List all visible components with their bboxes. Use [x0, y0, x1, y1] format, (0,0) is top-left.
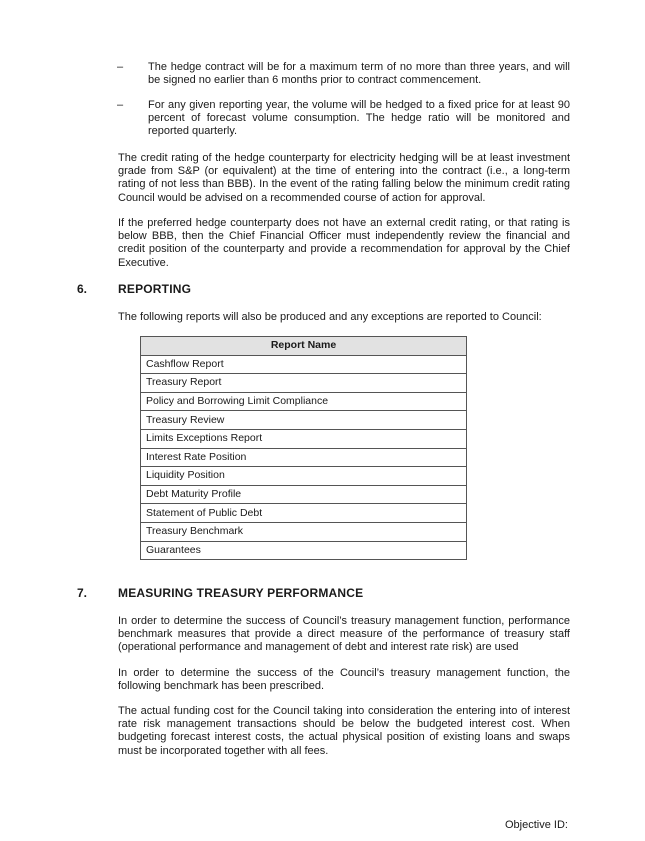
paragraph: The actual funding cost for the Council taking into consideration the entering into of interest rate risk management transactions should be below the budgeted interest cost. When budgeting forecast interest costs, the actual physical position of existing loans and swaps must be incorporated together with all fees.: [118, 705, 570, 757]
table-cell: Policy and Borrowing Limit Compliance: [141, 392, 467, 411]
table-row: [141, 374, 467, 393]
table-header-row: [141, 337, 467, 356]
bullet-text: For any given reporting year, the volume will be hedged to a fixed price for at least 90 percent of forecast volume consumption. The hedge ratio will be monitored and reported quarterly.: [148, 99, 570, 138]
table-row: [141, 411, 467, 430]
table-row: [141, 485, 467, 504]
table-cell: Interest Rate Position: [141, 448, 467, 467]
table-header-cell: Report Name: [141, 337, 467, 356]
table-row: [141, 429, 467, 448]
table-cell: Limits Exceptions Report: [141, 429, 467, 448]
table-cell: Statement of Public Debt: [141, 504, 467, 523]
objective-id-label: Objective ID:: [505, 819, 568, 831]
table-cell: Treasury Review: [141, 411, 467, 430]
bullet-dash: –: [117, 61, 124, 73]
table-row: [141, 541, 467, 560]
table-cell: Treasury Report: [141, 374, 467, 393]
table-row: [141, 504, 467, 523]
paragraph: In order to determine the success of Council’s treasury management function, performance benchmark measures that provide a direct measure of the performance of treasury staff (operational performance and management of debt and interest rate risk) are used: [118, 615, 570, 654]
table-row: [141, 355, 467, 374]
section-intro: The following reports will also be produced and any exceptions are reported to Council:: [118, 311, 542, 323]
table-row: [141, 467, 467, 486]
table-row: [141, 448, 467, 467]
report-table: [140, 336, 467, 560]
table-cell: Debt Maturity Profile: [141, 485, 467, 504]
section-title: REPORTING: [118, 282, 192, 296]
section-number: 7.: [77, 586, 88, 600]
table-cell: Liquidity Position: [141, 467, 467, 486]
paragraph: In order to determine the success of the Council’s treasury management function, the following benchmark has been prescribed.: [118, 667, 570, 693]
table-cell: Guarantees: [141, 541, 467, 560]
bullet-text: The hedge contract will be for a maximum term of no more than three years, and will be signed no earlier than 6 months prior to contract commencement.: [148, 61, 570, 87]
table-cell: Treasury Benchmark: [141, 522, 467, 541]
section-title: MEASURING TREASURY PERFORMANCE: [118, 586, 364, 600]
paragraph: The credit rating of the hedge counterparty for electricity hedging will be at least investment grade from S&P (or equivalent) at the time of entering into the contract (i.e., a long-term rating of not less than BBB). In the event of the rating falling below the minimum credit rating Council would be advised on a recommended course of action for approval.: [118, 152, 570, 204]
section-number: 6.: [77, 282, 88, 296]
table-row: [141, 522, 467, 541]
table-cell: Cashflow Report: [141, 355, 467, 374]
bullet-dash: –: [117, 99, 124, 111]
paragraph: If the preferred hedge counterparty does not have an external credit rating, or that rating is below BBB, then the Chief Financial Officer must independently review the financial and credit position of the counterparty and provide a recommendation for approval by the Chief Executive.: [118, 217, 570, 269]
table-row: [141, 392, 467, 411]
